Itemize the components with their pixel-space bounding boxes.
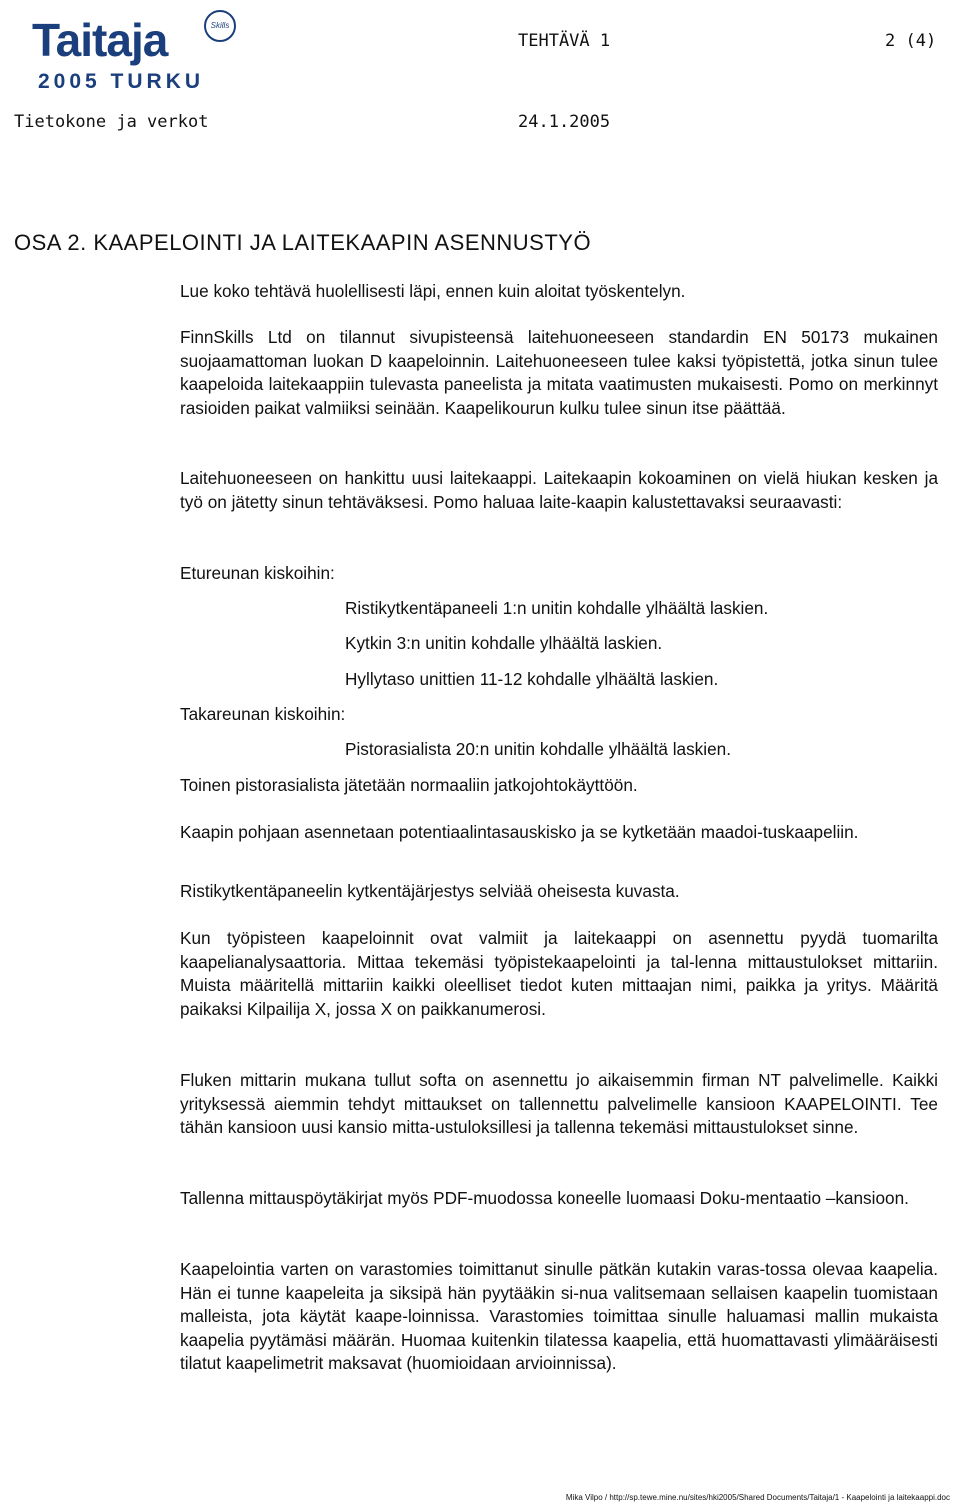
paragraph-pdf: Tallenna mittauspöytäkirjat myös PDF-muodossa koneelle luomaasi Doku-mentaatio –kansioon. — [180, 1188, 909, 1208]
paragraph-measurement: Kun työpisteen kaapeloinnit ovat valmiit ja laitekaappi on asennettu pyydä tuomarilta kaapelianalysaattoria. Mittaa tekemäsi työpistekaapelointi ja tal-lenna mittaustulokset mittariin. Muista määritellä mittariin kaikki oleelliset tiedot kuten mittaajan nimi, paikka ja yritys. Määritä paikaksi Kilpailija X, jossa X on paikkanumerosi. — [180, 928, 938, 1019]
front-rail-item: Ristikytkentäpaneeli 1:n unitin kohdalle ylhäältä laskien. — [345, 598, 769, 618]
taitaja-logo — [32, 10, 242, 96]
paragraph-cabling: FinnSkills Ltd on tilannut sivupisteensä laitehuoneeseen standardin EN 50173 mukainen suojaamattoman luokan D kaapeloinnin. Laitehuoneeseen tulee kaksi työpistettä, jotka sinun tulee kaapeloida laitekaappiin tulevasta paneelista ja mitata vaatimusten mukaisesti. Pomo on merkinnyt rasioiden paikat valmiiksi seinään. Kaapelikourun kulku tulee sinun itse päättää. — [180, 327, 938, 418]
logo-badge: Skills — [204, 10, 236, 42]
page-title: OSA 2. KAAPELOINTI JA LAITEKAAPIN ASENNUSTYÖ — [14, 230, 592, 255]
paragraph-fluke-software: Fluken mittarin mukana tullut softa on asennettu jo aikaisemmin firman NT palvelimelle. Kaikki yrityksessä aiemmin tehdyt mittaukset on tallennettu palvelimelle kansioon KAAPELOINTI. Tee tähän kansioon uusi kansio mitta-ustuloksillesi ja tallenna tekemäsi mittaustulokset sinne. — [180, 1070, 938, 1138]
logo-subtitle: 2005 TURKU — [38, 70, 205, 93]
back-rail-item: Pistorasialista 20:n unitin kohdalle ylhäältä laskien. — [345, 739, 731, 759]
page-number: 2 (4) — [885, 31, 937, 51]
front-rail-item: Kytkin 3:n unitin kohdalle ylhäältä laskien. — [345, 633, 663, 653]
paragraph-second-strip: Toinen pistorasialista jätetään normaaliin jatkojohtokäyttöön. — [180, 775, 638, 795]
intro-paragraph: Lue koko tehtävä huolellisesti läpi, ennen kuin aloitat työskentelyn. — [180, 281, 686, 301]
paragraph-grounding: Kaapin pohjaan asennetaan potentiaalintasauskisko ja se kytketään maadoi-tuskaapeliin. — [180, 822, 859, 842]
footer-path: Mika Vilpo / http://sp.tewe.mine.nu/sites/hki2005/Shared Documents/Taitaja/1 - Kaapelointi ja laitekaappi.doc — [565, 1493, 950, 1502]
logo-wordmark: Taitaja — [32, 14, 168, 66]
paragraph-patch-order: Ristikytkentäpaneelin kytkentäjärjestys selviää oheisesta kuvasta. — [180, 881, 680, 901]
paragraph-cabinet: Laitehuoneeseen on hankittu uusi laitekaappi. Laitekaapin kokoaminen on vielä hiukan kesken ja työ on jätetty sinun tehtäväksesi. Pomo haluaa laite-kaapin kalustettavaksi seuraavasti: — [180, 468, 938, 512]
document-date: 24.1.2005 — [518, 112, 611, 132]
subject-label: Tietokone ja verkot — [14, 112, 209, 132]
front-rails-label: Etureunan kiskoihin: — [180, 563, 335, 583]
front-rail-item: Hyllytaso unittien 11-12 kohdalle ylhäältä laskien. — [345, 669, 719, 689]
task-label: TEHTÄVÄ 1 — [518, 31, 611, 51]
back-rails-label: Takareunan kiskoihin: — [180, 704, 346, 724]
paragraph-cable-order: Kaapelointia varten on varastomies toimittanut sinulle pätkän kutakin varas-tossa olevaa kaapelia. Hän ei tunne kaapeleita ja siksipä hän pyytääkin si-nua valitsemaan sellaisen kaapelin tuomistaan malleista, jota käytät kaape-loinnissa. Varastomies toimittaa sinulle haluamasi mallin mukaista kaapelia pyytämäsi määrän. Huomaa kuitenkin tilatessa kaapelia, että huomattavasti ylimääräisesti tilatut kaapelimetrit maksavat (huomioidaan arvioinnissa). — [180, 1259, 938, 1374]
